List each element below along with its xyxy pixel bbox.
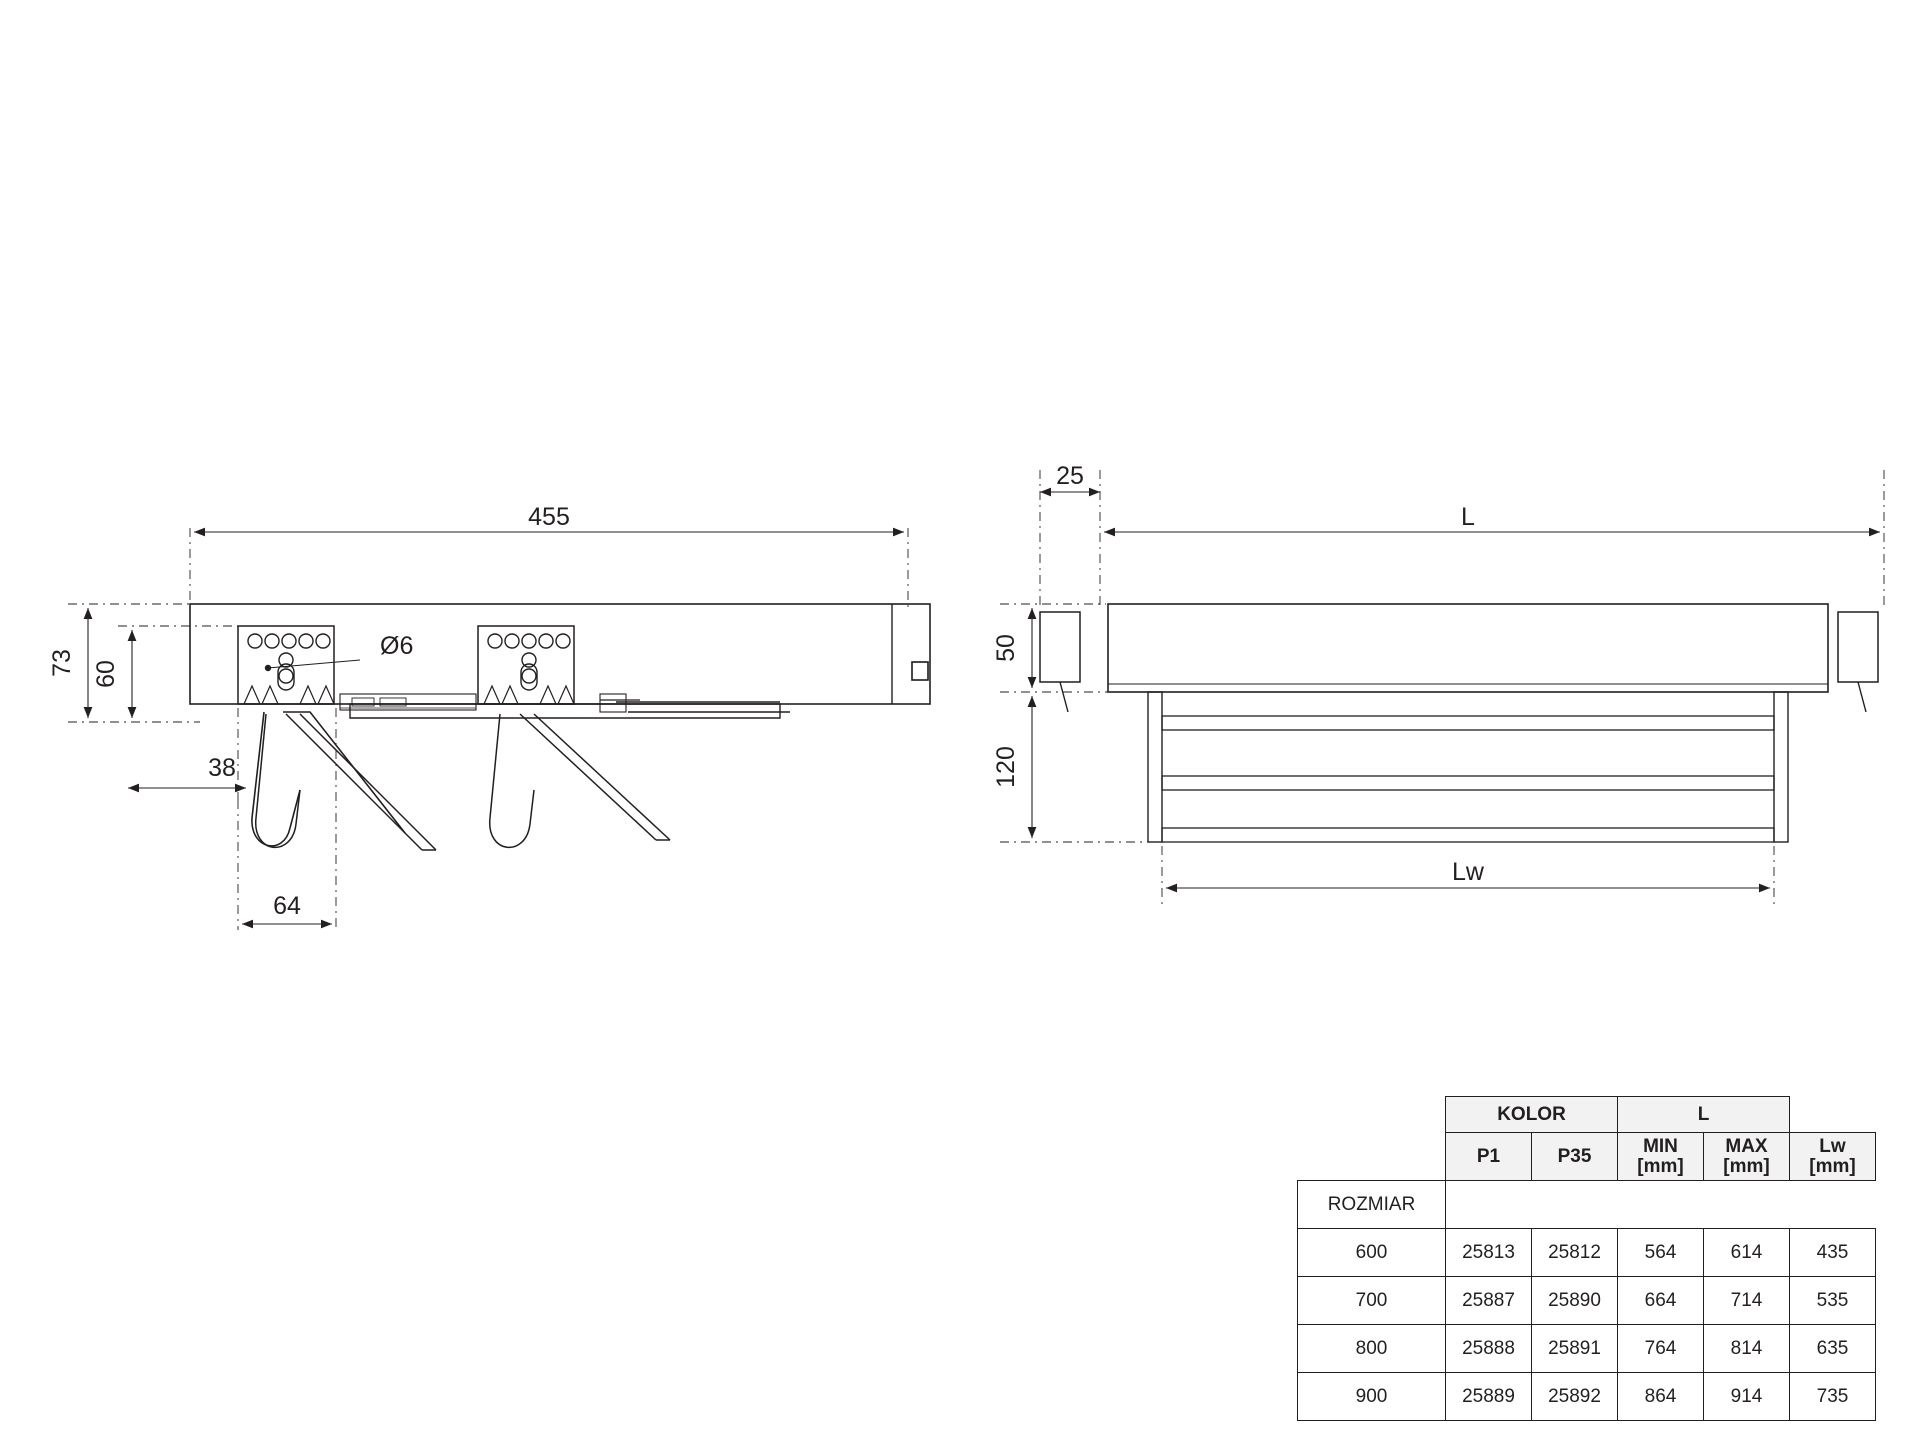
row-size: 700 bbox=[1298, 1277, 1446, 1325]
table-group-header-kolor: KOLOR bbox=[1446, 1097, 1618, 1133]
row-min: 764 bbox=[1618, 1325, 1704, 1373]
table-row bbox=[1298, 1373, 1876, 1421]
table-corner-blank bbox=[1298, 1097, 1446, 1133]
dim-73-label: 73 bbox=[48, 649, 76, 677]
table-row bbox=[1298, 1325, 1876, 1373]
table-header-lw bbox=[1790, 1133, 1876, 1181]
table-header-max bbox=[1704, 1133, 1790, 1181]
row-p1: 25887 bbox=[1446, 1277, 1532, 1325]
dim-455-label: 455 bbox=[528, 503, 570, 531]
table-row bbox=[1298, 1229, 1876, 1277]
row-max: 914 bbox=[1704, 1373, 1790, 1421]
table-header-rozmiar: ROZMIAR bbox=[1298, 1181, 1446, 1229]
row-lw: 535 bbox=[1790, 1277, 1876, 1325]
row-max: 714 bbox=[1704, 1277, 1790, 1325]
row-size: 900 bbox=[1298, 1373, 1446, 1421]
row-lw: 635 bbox=[1790, 1325, 1876, 1373]
row-size: 800 bbox=[1298, 1325, 1446, 1373]
dim-diameter6-label: Ø6 bbox=[380, 632, 414, 660]
table-group-header-blank bbox=[1790, 1097, 1876, 1133]
row-min: 664 bbox=[1618, 1277, 1704, 1325]
dim-60-label: 60 bbox=[92, 660, 120, 688]
table-header-lw-text: Lw bbox=[1819, 1135, 1846, 1157]
table-header-min-unit: [mm] bbox=[1637, 1155, 1684, 1177]
row-p35: 25812 bbox=[1532, 1229, 1618, 1277]
dim-64-label: 64 bbox=[273, 892, 301, 920]
table-header-p1: P1 bbox=[1446, 1133, 1532, 1181]
row-p35: 25892 bbox=[1532, 1373, 1618, 1421]
row-size: 600 bbox=[1298, 1229, 1446, 1277]
row-p1: 25889 bbox=[1446, 1373, 1532, 1421]
row-max: 614 bbox=[1704, 1229, 1790, 1277]
row-p35: 25890 bbox=[1532, 1277, 1618, 1325]
spec-table bbox=[1297, 1096, 1876, 1421]
dim-L-label: L bbox=[1461, 503, 1475, 531]
row-max: 814 bbox=[1704, 1325, 1790, 1373]
table-header-max-text: MAX bbox=[1725, 1135, 1768, 1157]
row-p35: 25891 bbox=[1532, 1325, 1618, 1373]
table-header-p35: P35 bbox=[1532, 1133, 1618, 1181]
row-p1: 25813 bbox=[1446, 1229, 1532, 1277]
table-header-lw-unit: [mm] bbox=[1809, 1155, 1856, 1177]
dim-38-label: 38 bbox=[208, 754, 236, 782]
row-lw: 735 bbox=[1790, 1373, 1876, 1421]
table-header-max-unit: [mm] bbox=[1723, 1155, 1770, 1177]
row-lw: 435 bbox=[1790, 1229, 1876, 1277]
table-group-header-l: L bbox=[1618, 1097, 1790, 1133]
table-header-min bbox=[1618, 1133, 1704, 1181]
row-min: 864 bbox=[1618, 1373, 1704, 1421]
dim-25-label: 25 bbox=[1056, 462, 1084, 490]
row-p1: 25888 bbox=[1446, 1325, 1532, 1373]
dim-50-label: 50 bbox=[992, 634, 1020, 662]
dim-120-label: 120 bbox=[992, 746, 1020, 788]
table-row bbox=[1298, 1277, 1876, 1325]
table-row bbox=[1298, 1181, 1876, 1229]
row-min: 564 bbox=[1618, 1229, 1704, 1277]
dim-Lw-label: Lw bbox=[1452, 858, 1484, 886]
table-corner-blank-2 bbox=[1298, 1133, 1446, 1181]
table-header-min-text: MIN bbox=[1643, 1135, 1678, 1157]
